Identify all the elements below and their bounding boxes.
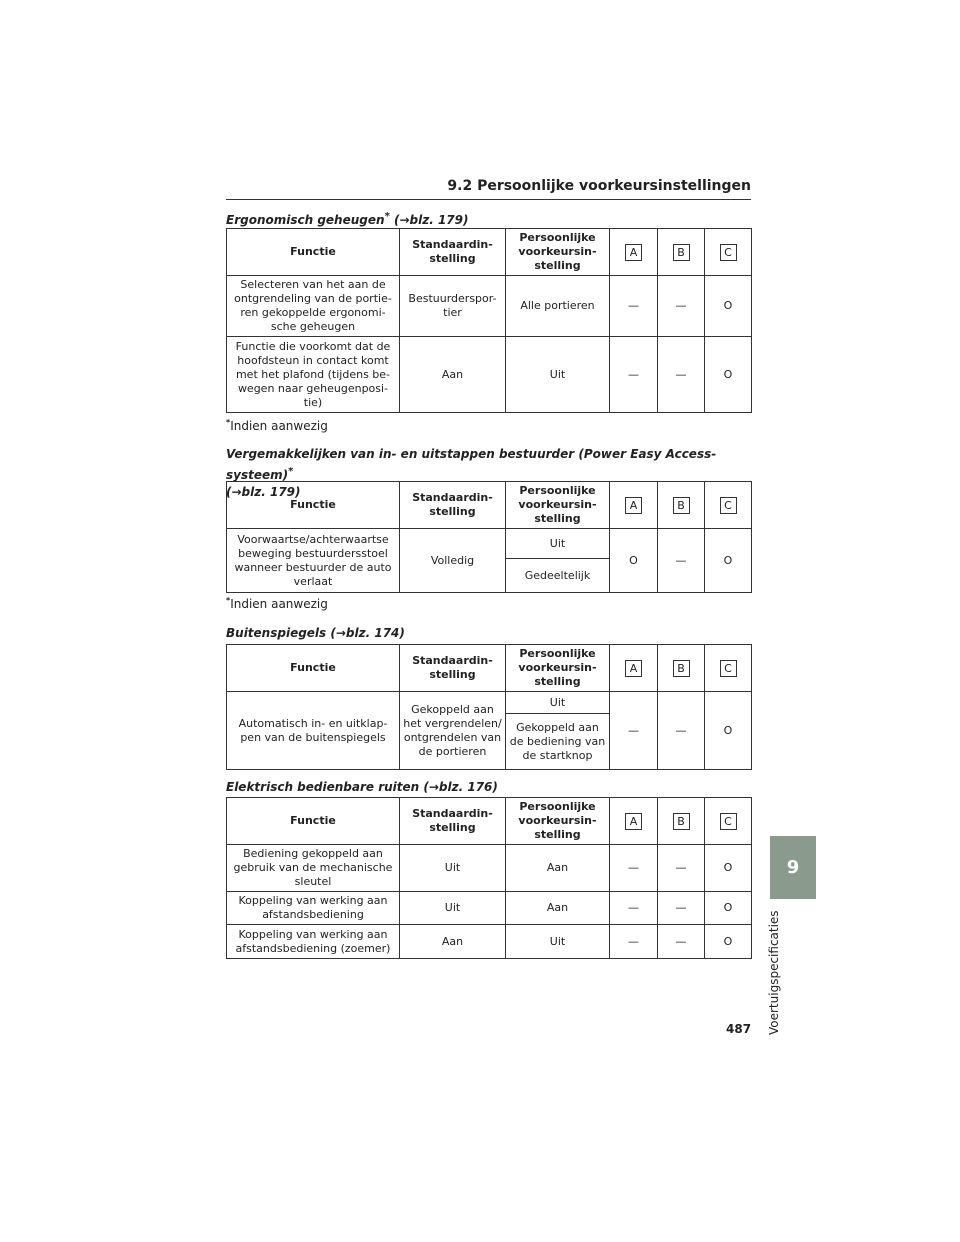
- page-reference: (→blz. 174): [326, 626, 405, 640]
- col-header-standaard: Standaardin-stelling: [400, 229, 506, 276]
- cell-persoonlijk: Uit: [506, 692, 610, 714]
- table-ergonomisch: [226, 228, 752, 413]
- page-reference: (→blz. 176): [419, 780, 498, 794]
- table-row: [227, 337, 752, 413]
- footnote-text: Indien aanwezig: [230, 419, 328, 433]
- cell-functie: Koppeling van werking aan afstandsbediening: [227, 892, 400, 925]
- col-header-persoonlijk: Persoonlijke voorkeursin-stelling: [506, 482, 610, 529]
- cell-functie: Selecteren van het aan de ontgrendeling van de portie-ren gekoppelde ergonomi-sche geheugen: [227, 276, 400, 337]
- cell-persoonlijk: Uit: [506, 529, 610, 559]
- cell-persoonlijk: Gedeeltelijk: [506, 559, 610, 593]
- footnote-marker: *: [226, 596, 231, 605]
- table-header-row: [227, 482, 752, 529]
- footnote-marker: *: [384, 211, 390, 222]
- col-header-standaard: Standaardin-stelling: [400, 645, 506, 692]
- chapter-tab: 9: [770, 836, 816, 899]
- cell-c: O: [705, 892, 752, 925]
- table-vergemakkelijken: [226, 481, 752, 593]
- key-a-icon: A: [625, 244, 642, 261]
- col-header-functie: Functie: [227, 798, 400, 845]
- cell-standaard: Aan: [400, 925, 506, 959]
- cell-c: O: [705, 845, 752, 892]
- cell-persoonlijk: Aan: [506, 892, 610, 925]
- section-title-text: Elektrisch bedienbare ruiten: [226, 780, 420, 794]
- cell-standaard: Volledig: [400, 529, 506, 593]
- cell-a: —: [610, 276, 658, 337]
- cell-functie: Koppeling van werking aan afstandsbediening (zoemer): [227, 925, 400, 959]
- running-header: 9.2 Persoonlijke voorkeursinstellingen: [447, 178, 751, 194]
- cell-functie: Bediening gekoppeld aan gebruik van de mechanische sleutel: [227, 845, 400, 892]
- key-c-icon: C: [720, 244, 737, 261]
- table-header-row: [227, 798, 752, 845]
- cell-persoonlijk: Uit: [506, 925, 610, 959]
- key-b-icon: B: [673, 813, 690, 830]
- cell-persoonlijk: Gekoppeld aan de bediening van de startknop: [506, 714, 610, 770]
- col-header-functie: Functie: [227, 229, 400, 276]
- table-header-row: [227, 229, 752, 276]
- footnote-text: Indien aanwezig: [230, 597, 328, 611]
- table-row: [227, 276, 752, 337]
- cell-b: —: [658, 529, 705, 593]
- col-header-standaard: Standaardin-stelling: [400, 798, 506, 845]
- col-header-a: [610, 798, 658, 845]
- cell-standaard: Uit: [400, 845, 506, 892]
- page-number: 487: [726, 1022, 752, 1036]
- col-header-c: [705, 229, 752, 276]
- section-title-buitenspiegels: [226, 625, 405, 642]
- cell-persoonlijk: Uit: [506, 337, 610, 413]
- cell-c: O: [705, 692, 752, 770]
- col-header-b: [658, 482, 705, 529]
- key-b-icon: B: [673, 660, 690, 677]
- header-divider: [226, 199, 751, 200]
- table-row: [227, 892, 752, 925]
- cell-a: —: [610, 845, 658, 892]
- key-c-icon: C: [720, 497, 737, 514]
- col-header-b: [658, 798, 705, 845]
- table-header-row: [227, 645, 752, 692]
- cell-standaard: Bestuurderspor-tier: [400, 276, 506, 337]
- cell-a: O: [610, 529, 658, 593]
- col-header-functie: Functie: [227, 482, 400, 529]
- table-buitenspiegels: [226, 644, 752, 770]
- page-reference: (→blz. 179): [226, 485, 301, 499]
- cell-b: —: [658, 925, 705, 959]
- cell-c: O: [705, 529, 752, 593]
- cell-b: —: [658, 276, 705, 337]
- key-a-icon: A: [625, 660, 642, 677]
- col-header-functie: Functie: [227, 645, 400, 692]
- cell-standaard: Uit: [400, 892, 506, 925]
- key-c-icon: C: [720, 813, 737, 830]
- section-title-text: Vergemakkelijken van in- en uitstappen bestuurder (Power Easy Access-systeem): [226, 447, 717, 482]
- cell-b: —: [658, 692, 705, 770]
- key-a-icon: A: [625, 497, 642, 514]
- section-title-text: Buitenspiegels: [226, 626, 327, 640]
- chapter-side-label: [767, 905, 787, 1035]
- page-reference: (→blz. 179): [389, 213, 469, 227]
- footnote-vergemakkelijken: [226, 596, 328, 611]
- section-title-ergonomisch: [226, 208, 468, 229]
- col-header-persoonlijk: Persoonlijke voorkeursin-stelling: [506, 798, 610, 845]
- cell-functie: Functie die voorkomt dat de hoofdsteun in contact komt met het plafond (tijdens be-wegen naar geheugenposi-tie): [227, 337, 400, 413]
- cell-c: O: [705, 276, 752, 337]
- col-header-b: [658, 229, 705, 276]
- col-header-a: [610, 229, 658, 276]
- cell-a: —: [610, 892, 658, 925]
- cell-b: —: [658, 337, 705, 413]
- cell-b: —: [658, 845, 705, 892]
- col-header-c: [705, 798, 752, 845]
- cell-a: —: [610, 337, 658, 413]
- key-b-icon: B: [673, 497, 690, 514]
- cell-c: O: [705, 925, 752, 959]
- col-header-a: [610, 482, 658, 529]
- chapter-title: Voertuigspecificaties: [767, 910, 781, 1035]
- footnote-ergonomisch: [226, 418, 328, 433]
- cell-c: O: [705, 337, 752, 413]
- cell-standaard: Aan: [400, 337, 506, 413]
- section-title-text: Ergonomisch geheugen: [226, 213, 385, 227]
- key-c-icon: C: [720, 660, 737, 677]
- section-title-ruiten: [226, 779, 498, 796]
- table-row: [227, 692, 752, 714]
- col-header-standaard: Standaardin-stelling: [400, 482, 506, 529]
- footnote-marker: *: [288, 466, 294, 477]
- cell-persoonlijk: Aan: [506, 845, 610, 892]
- col-header-c: [705, 482, 752, 529]
- cell-a: —: [610, 692, 658, 770]
- cell-b: —: [658, 892, 705, 925]
- table-ruiten: [226, 797, 752, 959]
- footnote-marker: *: [226, 418, 231, 427]
- table-row: [227, 845, 752, 892]
- cell-functie: Voorwaartse/achterwaartse beweging bestuurdersstoel wanneer bestuurder de auto verlaat: [227, 529, 400, 593]
- cell-functie: Automatisch in- en uitklap-pen van de buitenspiegels: [227, 692, 400, 770]
- cell-a: —: [610, 925, 658, 959]
- key-b-icon: B: [673, 244, 690, 261]
- cell-standaard: Gekoppeld aan het vergrendelen/ ontgrendelen van de portieren: [400, 692, 506, 770]
- col-header-a: [610, 645, 658, 692]
- col-header-b: [658, 645, 705, 692]
- col-header-c: [705, 645, 752, 692]
- key-a-icon: A: [625, 813, 642, 830]
- table-row: [227, 925, 752, 959]
- table-row: [227, 529, 752, 559]
- cell-persoonlijk: Alle portieren: [506, 276, 610, 337]
- col-header-persoonlijk: Persoonlijke voorkeursin-stelling: [506, 229, 610, 276]
- col-header-persoonlijk: Persoonlijke voorkeursin-stelling: [506, 645, 610, 692]
